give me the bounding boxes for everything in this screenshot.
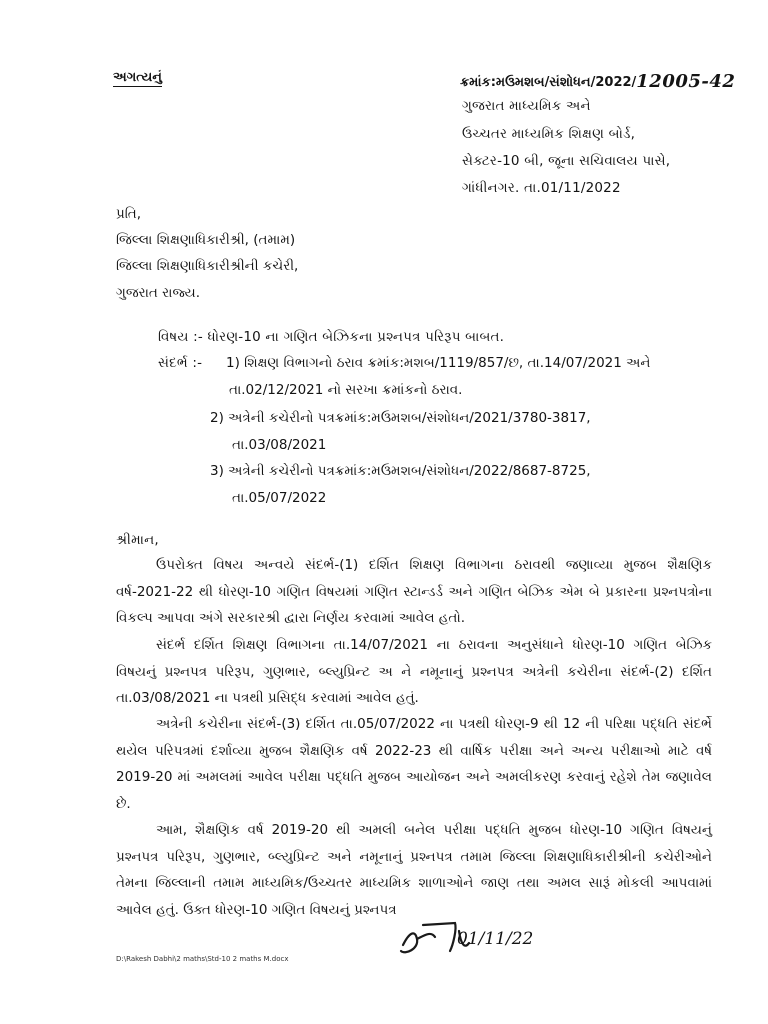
recipient-line-2: જિલ્લા શિક્ષણાધિકારીશ્રી, (તમામ) bbox=[116, 232, 296, 248]
reference-3-line-1: 3) અત્રેની કચેરીનો પત્રક્રમાંક:મઉમશબ/સંશોધન/2022/8687-8725, bbox=[210, 463, 591, 479]
signature bbox=[395, 915, 545, 969]
recipient-line-1: પ્રતિ, bbox=[116, 206, 142, 222]
reference-2-line-1: 2) અત્રેની કચેરીનો પત્રક્રમાંક:મઉમશબ/સંશોધન/2021/3780-3817, bbox=[210, 410, 591, 426]
address-line-1: ગુજરાત માધ્યમિક અને bbox=[462, 98, 591, 114]
body-paragraph-3: અત્રેની કચેરીના સંદર્ભ-(3) દર્શિત તા.05/07/2022 ના પત્રથી ધોરણ-9 થી 12 ની પરિક્ષા પદ્ધતિ સંદર્ભે થયેલ પરિપત્રમાં દર્શાવ્યા મુજબ શૈક્ષણિક વર્ષ 2022-23 થી વાર્ષિક પરીક્ષા અને અન્ય પરીક્ષાઓ માટે વર્ષ 2019-20 માં અમલમાં આવેલ પરીક્ષા પદ્ધતિ મુજબ આયોજન અને અમલીકરણ કરવાનું રહેશે તેમ જણાવેલ છે. bbox=[116, 716, 712, 812]
urgent-label: અગત્યનું bbox=[113, 70, 162, 85]
address-date: ગાંધીનગર. તા.01/11/2022 bbox=[462, 180, 621, 196]
body-paragraph-1: ઉપરોક્ત વિષય અન્વયે સંદર્ભ-(1) દર્શિત શિક્ષણ વિભાગના ઠરાવથી જણાવ્યા મુજબ શૈક્ષણિક વર્ષ-2021-22 થી ધોરણ-10 ગણિત વિષયમાં ગણિત સ્ટાન્ડર્ડ અને ગણિત બેઝિક એમ બે પ્રકારના પ્રશ્નપત્રોના વિકલ્પ આપવા અંગે સરકારશ્રી દ્વારા નિર્ણય કરવામાં આવેલ હતો. bbox=[116, 557, 712, 626]
reference-number bbox=[460, 70, 735, 91]
footer-file-path: D:\Rakesh Dabhi\2 maths\Std-10 2 maths M.docx bbox=[116, 955, 289, 963]
reference-1-line-2: તા.02/12/2021 નો સરખા ક્રમાંકનો ઠરાવ. bbox=[229, 382, 463, 398]
reference-1-line-1: 1) શિક્ષણ વિભાગનો ઠરાવ ક્રમાંક:મશબ/1119/857/છ, તા.14/07/2021 અને bbox=[226, 355, 651, 371]
signature-date: 01/11/22 bbox=[457, 929, 534, 949]
reference-3-line-2: તા.05/07/2022 bbox=[232, 490, 327, 506]
references-label: સંદર્ભ :- bbox=[158, 355, 203, 371]
recipient-line-4: ગુજરાત રાજ્ય. bbox=[116, 285, 200, 301]
salutation: શ્રીમાન, bbox=[116, 532, 159, 548]
reference-2-line-2: તા.03/08/2021 bbox=[232, 437, 327, 453]
address-line-2: ઉચ્ચતર માધ્યમિક શિક્ષણ બોર્ડ, bbox=[462, 126, 636, 142]
subject-line: વિષય :- ધોરણ-10 ના ગણિત બેઝિકના પ્રશ્નપત્ર પરિરૂપ બાબત. bbox=[158, 329, 505, 345]
handwritten-reference-number: 12005-42 bbox=[636, 71, 736, 92]
body-paragraph-4: આમ, શૈક્ષણિક વર્ષ 2019-20 થી અમલી બનેલ પરીક્ષા પદ્ધતિ મુજબ ધોરણ-10 ગણિત વિષયનું પ્રશ્નપત્ર પરિરૂપ, ગુણભાર, બ્લ્યુપ્રિન્ટ અને નમૂનાનું પ્રશ્નપત્ર તમામ જિલ્લા શિક્ષણાધિકારીશ્રીની કચેરીઓને તેમના જિલ્લાની તમામ માધ્યમિક/ઉચ્ચતર માધ્યમિક શાળાઓને જાણ તથા અમલ સારૂં મોકલી આપવામાં આવેલ હતું. ઉક્ત ધોરણ-10 ગણિત વિષયનું પ્રશ્નપત્ર bbox=[116, 822, 712, 918]
body-paragraph-2: સંદર્ભ દર્શિત શિક્ષણ વિભાગના તા.14/07/2021 ના ઠરાવના અનુસંધાને ધોરણ-10 ગણિત બેઝિક વિષયનું પ્રશ્નપત્ર પરિરૂપ, ગુણભાર, બ્લ્યુપ્રિન્ટ અ ને નમૂનાનું પ્રશ્નપત્ર અત્રેની કચેરીના સંદર્ભ-(2) દર્શિત તા.03/08/2021 ના પત્રથી પ્રસિદ્ધ કરવામાં આવેલ હતું. bbox=[116, 637, 712, 706]
recipient-line-3: જિલ્લા શિક્ષણાધિકારીશ્રીની કચેરી, bbox=[116, 258, 299, 274]
reference-prefix: ક્રમાંક:મઉમશબ/સંશોધન/2022/ bbox=[460, 75, 637, 90]
address-line-3: સેક્ટર-10 બી, જૂના સચિવાલય પાસે, bbox=[462, 153, 671, 169]
